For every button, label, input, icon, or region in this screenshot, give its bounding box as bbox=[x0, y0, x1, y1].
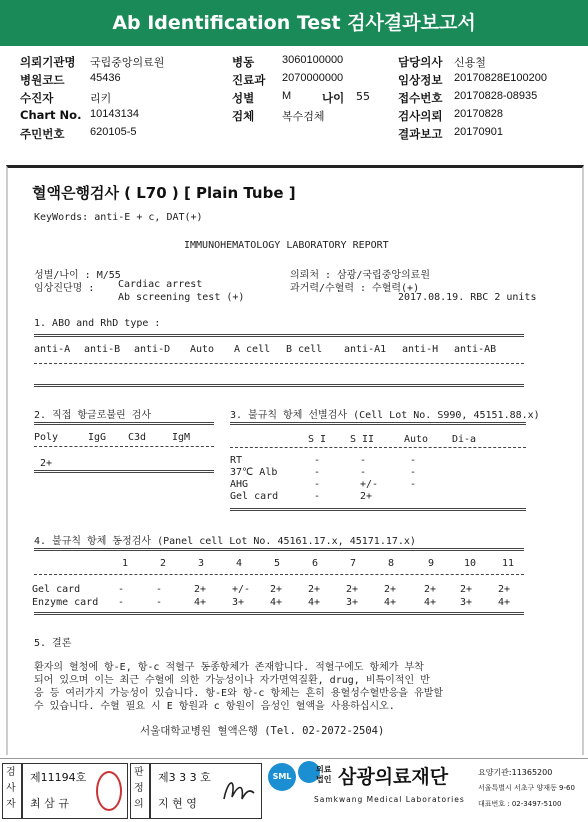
info-label: 병동 bbox=[232, 55, 255, 69]
footer bbox=[0, 758, 588, 822]
diag1: Cardiac arrest bbox=[118, 279, 203, 290]
panel-value: 2+ bbox=[384, 584, 397, 595]
info-value: 620105-5 bbox=[90, 126, 137, 138]
panel-cell-column: 10 bbox=[464, 558, 477, 569]
panel-value: - bbox=[156, 597, 163, 608]
screen-value: - bbox=[314, 491, 321, 502]
panel-value: 2+ bbox=[424, 584, 437, 595]
panel-cell-column: 11 bbox=[502, 558, 515, 569]
panel-value: 2+ bbox=[460, 584, 473, 595]
panel-value: 2+ bbox=[270, 584, 283, 595]
conclusion-line: 환자의 혈청에 항-E, 항-c 적혈구 동종항체가 존재합니다. 적혈구에도 항체가 부착 bbox=[34, 662, 424, 673]
section5-title: 5. 결론 bbox=[34, 638, 72, 649]
panel-value: 2+ bbox=[346, 584, 359, 595]
abo-column: Auto bbox=[190, 344, 215, 355]
age-label: 나이 bbox=[322, 91, 345, 105]
panel-value: - bbox=[156, 584, 163, 595]
approver-label: 판정의 bbox=[134, 767, 144, 810]
info-label: 병원코드 bbox=[20, 73, 65, 87]
keywords: KeyWords: anti-E + c, DAT(+) bbox=[34, 212, 203, 223]
screen-row-label: Gel card bbox=[230, 491, 279, 502]
section4-title: 4. 불규칙 항체 동정검사 (Panel cell Lot No. 45161.17.x, 45171.17.x) bbox=[34, 536, 416, 547]
diag2: Ab screening test (+) bbox=[118, 292, 245, 303]
foundation-small2: 법인 bbox=[316, 775, 332, 784]
report-heading: 혈액은행검사 ( L70 ) [ Plain Tube ] bbox=[32, 184, 296, 202]
panel-cell-column: 9 bbox=[428, 558, 435, 569]
info-value: 20170828-08935 bbox=[454, 90, 538, 102]
screen-value: - bbox=[410, 467, 417, 478]
screen-row-label: 37℃ Alb bbox=[230, 467, 278, 478]
screen-column: Auto bbox=[404, 434, 429, 445]
abo-column: B cell bbox=[286, 344, 323, 355]
screen-value: +/- bbox=[360, 479, 379, 490]
info-value: 2070000000 bbox=[282, 72, 344, 84]
panel-value: 4+ bbox=[498, 597, 511, 608]
screen-column: S II bbox=[350, 434, 375, 445]
foundation-en: Samkwang Medical Laboratories bbox=[314, 795, 465, 804]
approver-name: 지 현 영 bbox=[158, 797, 197, 810]
panel-value: 2+ bbox=[308, 584, 321, 595]
info-value: 신용철 bbox=[454, 57, 486, 69]
dat-column: C3d bbox=[128, 432, 147, 443]
info-label: Chart No. bbox=[20, 108, 82, 122]
age-value: 55 bbox=[356, 90, 370, 103]
abo-column: anti-AB bbox=[454, 344, 497, 355]
screen-value: - bbox=[314, 479, 321, 490]
dat-poly-value: 2+ bbox=[40, 458, 53, 469]
screen-column: S I bbox=[308, 434, 327, 445]
screen-value: - bbox=[410, 455, 417, 466]
info-value: 20170828E100200 bbox=[454, 72, 547, 84]
foundation-small1: 의료 bbox=[316, 765, 332, 774]
panel-cell-column: 4 bbox=[236, 558, 243, 569]
abo-column: anti-B bbox=[84, 344, 121, 355]
panel-value: 3+ bbox=[346, 597, 359, 608]
address: 서울특별시 서초구 양재동 9-60 bbox=[478, 784, 575, 792]
screen-value: - bbox=[360, 455, 367, 466]
info-label: 검사의뢰 bbox=[398, 109, 443, 123]
panel-cell-column: 3 bbox=[198, 558, 205, 569]
diag-label: 임상진단명 : bbox=[34, 283, 95, 294]
panel-value: 4+ bbox=[270, 597, 283, 608]
signature: 서울대학교병원 혈액은행 (Tel. 02-2072-2504) bbox=[140, 725, 385, 737]
panel-cell-column: 7 bbox=[350, 558, 357, 569]
screen-value: - bbox=[410, 479, 417, 490]
info-value: 20170828 bbox=[454, 108, 503, 120]
info-label: 성별 bbox=[232, 91, 255, 105]
screen-value: - bbox=[314, 455, 321, 466]
panel-value: 3+ bbox=[232, 597, 245, 608]
requester: 의뢰처 : 삼광/국립중앙의료원 bbox=[290, 270, 431, 281]
panel-cell-column: 1 bbox=[122, 558, 129, 569]
panel-value: - bbox=[118, 597, 125, 608]
info-value: 복수검체 bbox=[282, 111, 325, 123]
sex-age: 성별/나이 : M/55 bbox=[34, 270, 121, 281]
info-value: M bbox=[282, 90, 292, 102]
phone: 대표번호 : 02-3497-5100 bbox=[478, 800, 562, 808]
conclusion-line: 되어 있으며 이는 최근 수혈에 의한 가능성이나 자가면역질환, drug, 비특이적인 반 bbox=[34, 675, 430, 686]
info-value: 리키 bbox=[90, 93, 112, 105]
dat-column: IgG bbox=[88, 432, 107, 443]
foundation-name: 삼광의료재단 bbox=[338, 766, 449, 788]
panel-cell-column: 5 bbox=[274, 558, 281, 569]
panel-value: 4+ bbox=[424, 597, 437, 608]
panel-value: +/- bbox=[232, 584, 251, 595]
info-value: 3060100000 bbox=[282, 54, 344, 66]
panel-row-label: Enzyme card bbox=[32, 597, 99, 608]
panel-value: 4+ bbox=[194, 597, 207, 608]
screen-value: - bbox=[360, 467, 367, 478]
panel-cell-column: 2 bbox=[160, 558, 167, 569]
panel-value: 4+ bbox=[308, 597, 321, 608]
panel-value: 2+ bbox=[194, 584, 207, 595]
report-card bbox=[6, 165, 584, 755]
abo-column: anti-H bbox=[402, 344, 439, 355]
info-label: 의뢰기관명 bbox=[20, 55, 76, 69]
panel-row-label: Gel card bbox=[32, 584, 81, 595]
screen-value: 2+ bbox=[360, 491, 373, 502]
institution-code: 요양기관:11365200 bbox=[478, 768, 553, 777]
info-label: 수진자 bbox=[20, 91, 54, 105]
abo-column: anti-A1 bbox=[344, 344, 387, 355]
abo-column: A cell bbox=[234, 344, 271, 355]
panel-value: - bbox=[118, 584, 125, 595]
screen-row-label: AHG bbox=[230, 479, 249, 490]
examiner-no: 제11194호 bbox=[30, 771, 87, 784]
transfusion-date: 2017.08.19. RBC 2 units bbox=[398, 292, 537, 303]
panel-cell-column: 6 bbox=[312, 558, 319, 569]
transfusion: 과거력/수혈력 : 수혈력(+) bbox=[290, 283, 420, 294]
panel-value: 2+ bbox=[498, 584, 511, 595]
info-label: 진료과 bbox=[232, 73, 266, 87]
patient-info bbox=[0, 48, 588, 148]
info-value: 45436 bbox=[90, 72, 121, 84]
abo-column: anti-D bbox=[134, 344, 171, 355]
info-value: 20170901 bbox=[454, 126, 503, 138]
info-label: 담당의사 bbox=[398, 55, 443, 69]
examiner-name: 최 삼 규 bbox=[30, 797, 69, 810]
screen-column: Di-a bbox=[452, 434, 477, 445]
info-label: 임상정보 bbox=[398, 73, 443, 87]
examiner-label: 검사자 bbox=[6, 767, 16, 810]
info-label: 주민번호 bbox=[20, 127, 65, 141]
sml-logo: SML bbox=[268, 763, 296, 791]
examiner-stamp bbox=[96, 771, 122, 811]
conclusion-line: 수 있습니다. 수혈 필요 시 E 항원과 c 항원이 음성인 혈액을 사용하십시오. bbox=[34, 701, 395, 712]
dat-column: IgM bbox=[172, 432, 191, 443]
section3-title: 3. 불규칙 항체 선별검사 (Cell Lot No. S990, 45151.88.x) bbox=[230, 410, 540, 421]
section2-title: 2. 직접 항글로불린 검사 bbox=[34, 410, 152, 421]
panel-cell-column: 8 bbox=[388, 558, 395, 569]
panel-value: 3+ bbox=[460, 597, 473, 608]
lab-title: IMMUNOHEMATOLOGY LABORATORY REPORT bbox=[184, 240, 389, 251]
screen-value: - bbox=[314, 467, 321, 478]
conclusion-line: 응 등 여러가지 가능성이 있습니다. 항-E와 항-c 항체는 흔히 용혈성수혈반응을 유발할 bbox=[34, 688, 444, 699]
panel-value: 4+ bbox=[384, 597, 397, 608]
info-label: 접수번호 bbox=[398, 91, 443, 105]
section1-title: 1. ABO and RhD type : bbox=[34, 318, 161, 329]
info-label: 결과보고 bbox=[398, 127, 443, 141]
approver-no: 제3 3 3 호 bbox=[158, 771, 211, 784]
screen-row-label: RT bbox=[230, 455, 243, 466]
info-value: 10143134 bbox=[90, 108, 139, 120]
abo-column: anti-A bbox=[34, 344, 71, 355]
report-header: Ab Identification Test 검사결과보고서 bbox=[0, 0, 588, 46]
info-label: 검체 bbox=[232, 109, 255, 123]
signature-scribble bbox=[218, 773, 258, 807]
info-value: 국립중앙의료원 bbox=[90, 57, 165, 69]
dat-column: Poly bbox=[34, 432, 59, 443]
